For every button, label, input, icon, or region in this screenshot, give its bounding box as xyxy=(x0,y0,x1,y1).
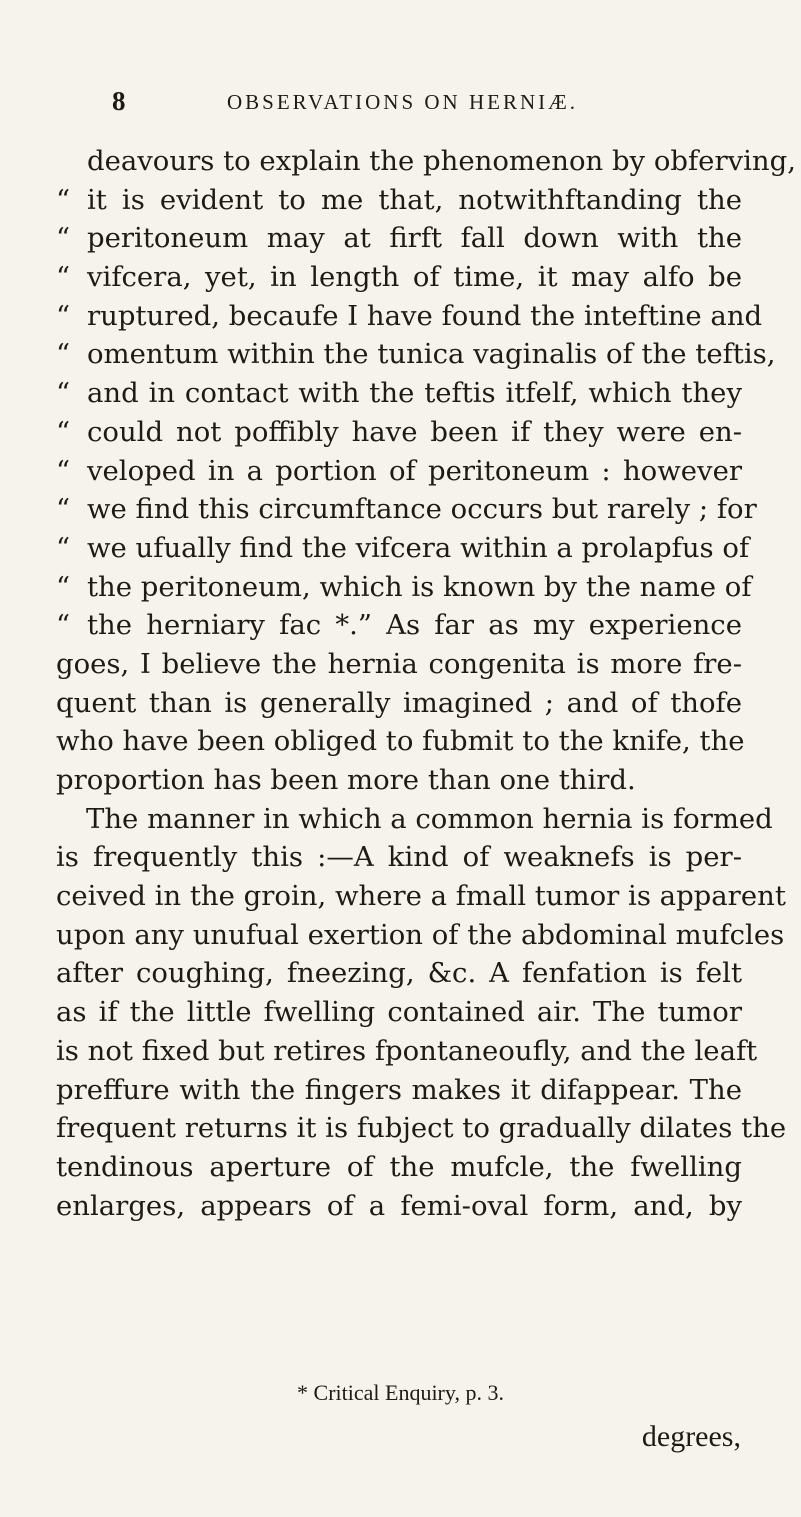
text-line xyxy=(56,877,786,916)
line-text: ceived in the groin, where a fmall tumor is apparent xyxy=(56,880,786,913)
footnote: * Critical Enquiry, p. 3. xyxy=(297,1380,504,1405)
text-line xyxy=(56,916,785,955)
text-line xyxy=(56,181,742,220)
text-line xyxy=(56,800,773,839)
line-text: as if the little fwelling contained air. The tumor xyxy=(56,996,742,1029)
text-line xyxy=(56,297,763,336)
quote-mark: “ xyxy=(56,415,71,448)
line-text: ruptured, becaufe I have found the inteftine and xyxy=(87,299,763,332)
line-text: preffure with the fingers makes it difappear. The xyxy=(56,1073,742,1106)
text-line xyxy=(56,993,742,1032)
text-line xyxy=(56,1148,742,1187)
text-line xyxy=(56,335,776,374)
text-line xyxy=(56,568,752,607)
line-text: and in contact with the teftis itfelf, which they xyxy=(87,377,742,410)
quote-mark: “ xyxy=(56,299,71,332)
text-line xyxy=(56,219,742,258)
quote-mark: “ xyxy=(56,377,71,410)
line-text: it is evident to me that, notwithftanding the xyxy=(87,183,742,216)
text-line xyxy=(56,452,742,491)
quote-mark: “ xyxy=(56,183,71,216)
text-line xyxy=(56,1187,742,1226)
line-text: could not poffibly have been if they were en- xyxy=(87,415,742,448)
body-text xyxy=(56,142,796,1225)
quote-mark: “ xyxy=(56,261,71,294)
text-line xyxy=(56,1109,787,1148)
quote-mark: “ xyxy=(56,222,71,255)
text-line xyxy=(56,1032,758,1071)
running-title: OBSERVATIONS ON HERNIÆ. xyxy=(227,90,579,114)
line-text: who have been obliged to fubmit to the knife, the xyxy=(56,725,745,758)
line-text: after coughing, fneezing, &c. A fenfation is felt xyxy=(56,957,742,990)
line-text: deavours to explain the phenomenon by obferving, xyxy=(87,145,796,177)
text-line xyxy=(56,490,757,529)
line-text: the herniary fac *.” As far as my experience xyxy=(87,609,742,642)
line-text: goes, I believe the hernia congenita is more fre- xyxy=(56,647,742,680)
text-line xyxy=(56,413,742,452)
text-line xyxy=(56,722,745,761)
quote-mark: “ xyxy=(56,338,71,371)
line-text: the peritoneum, which is known by the name of xyxy=(87,570,752,603)
line-text: veloped in a portion of peritoneum : however xyxy=(87,454,742,487)
running-head xyxy=(112,86,732,122)
text-line xyxy=(56,954,742,993)
line-text: upon any unufual exertion of the abdominal mufcles xyxy=(56,918,785,951)
line-text: we ufually find the vifcera within a prolapfus of xyxy=(87,531,750,564)
text-line xyxy=(56,761,742,800)
line-text: The manner in which a common hernia is formed xyxy=(86,802,773,835)
text-line xyxy=(56,606,742,645)
text-line xyxy=(56,142,796,181)
line-text: vifcera, yet, in length of time, it may alfo be xyxy=(87,261,742,294)
quote-mark: “ xyxy=(56,454,71,487)
quote-mark: “ xyxy=(56,609,71,642)
text-line xyxy=(56,684,742,723)
text-line xyxy=(56,529,750,568)
line-text: enlarges, appears of a femi-oval form, and, by xyxy=(56,1189,742,1222)
quote-mark: “ xyxy=(56,531,71,564)
line-text: quent than is generally imagined ; and of thofe xyxy=(56,686,742,719)
line-text: we find this circumftance occurs but rarely ; for xyxy=(87,493,757,526)
line-text: proportion has been more than one third. xyxy=(56,764,636,796)
quote-mark: “ xyxy=(56,570,71,603)
line-text: is frequently this :—A kind of weaknefs is per- xyxy=(56,841,742,874)
line-text: frequent returns it is fubject to gradually dilates the xyxy=(56,1112,787,1145)
text-line xyxy=(56,258,742,297)
quote-mark: “ xyxy=(56,493,71,526)
line-text: peritoneum may at firft fall down with the xyxy=(87,222,742,255)
text-line xyxy=(56,374,742,413)
line-text: omentum within the tunica vaginalis of the teftis, xyxy=(87,338,776,371)
line-text: is not fixed but retires fpontaneoufly, and the leaft xyxy=(56,1034,758,1067)
catchword: degrees, xyxy=(641,1420,741,1453)
text-line xyxy=(56,838,742,877)
line-text: tendinous aperture of the mufcle, the fwelling xyxy=(56,1150,742,1183)
text-line xyxy=(56,645,742,684)
text-line xyxy=(56,1071,742,1110)
page-number: 8 xyxy=(112,86,126,116)
